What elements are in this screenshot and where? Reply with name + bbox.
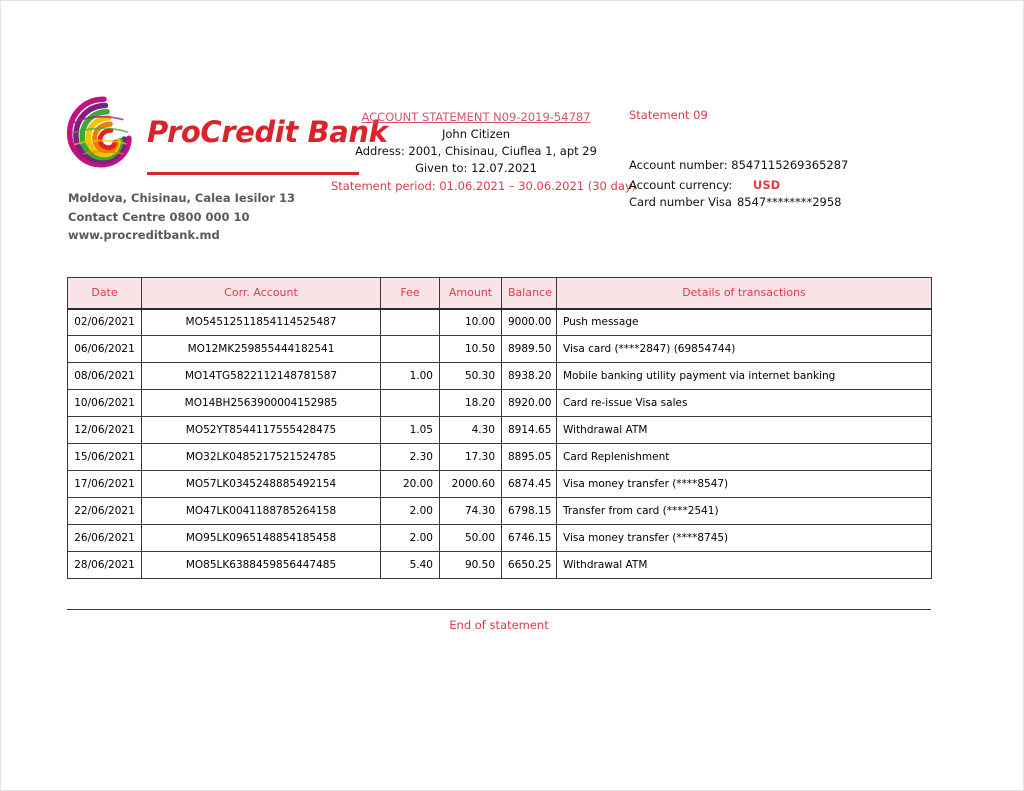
card-number-row [629,195,848,209]
footer-divider [67,609,931,610]
procredit-globe-swoosh-icon [65,93,143,171]
brand-underline-rule [147,172,359,175]
column-header-amount: Amount [440,278,502,309]
statement-title-block [331,109,637,195]
column-header-details: Details of transactions [557,278,932,309]
cell-amount: 90.50 [440,552,502,579]
column-header-date: Date [68,278,142,309]
cell-account: MO54512511854114525487 [142,309,381,336]
column-header-fee: Fee [381,278,440,309]
statement-number: Statement 09 [629,108,708,122]
table-header-row [68,278,932,309]
cell-account: MO95LK0965148854185458 [142,525,381,552]
cell-date: 02/06/2021 [68,309,142,336]
cell-balance: 8895.05 [502,444,557,471]
cell-balance: 6874.45 [502,471,557,498]
cell-fee [381,390,440,417]
transactions-table-body [68,309,932,579]
cell-balance: 8938.20 [502,363,557,390]
cell-details: Visa money transfer (****8745) [557,525,932,552]
cell-date: 17/06/2021 [68,471,142,498]
cell-details: Card re-issue Visa sales [557,390,932,417]
bank-contact-block [68,189,295,245]
cell-date: 26/06/2021 [68,525,142,552]
cell-account: MO47LK0041188785264158 [142,498,381,525]
cell-account: MO14TG5822112148781587 [142,363,381,390]
cell-fee [381,309,440,336]
cell-details: Withdrawal ATM [557,417,932,444]
bank-address: Moldova, Chisinau, Calea Iesilor 13 [68,191,296,205]
statement-title: ACCOUNT STATEMENT N09-2019-54787 [361,110,591,124]
customer-address: Address: 2001, Chisinau, Ciuflea 1, apt 29 [355,144,597,158]
table-row [68,390,932,417]
brand-wordmark: ProCredit Bank [147,115,388,149]
card-number-value: 8547********2958 [736,195,842,209]
cell-account: MO57LK0345248885492154 [142,471,381,498]
cell-balance: 6746.15 [502,525,557,552]
cell-date: 12/06/2021 [68,417,142,444]
column-header-balance: Balance [502,278,557,309]
cell-amount: 2000.60 [440,471,502,498]
cell-fee [381,336,440,363]
cell-balance: 6650.25 [502,552,557,579]
cell-balance: 8989.50 [502,336,557,363]
cell-amount: 50.30 [440,363,502,390]
column-header-account: Corr. Account [142,278,381,309]
cell-fee: 20.00 [381,471,440,498]
cell-balance: 8920.00 [502,390,557,417]
cell-details: Push message [557,309,932,336]
cell-details: Visa card (****2847) (69854744) [557,336,932,363]
cell-details: Card Replenishment [557,444,932,471]
bank-phone: Contact Centre 0800 000 10 [68,209,250,224]
account-currency-label: Account currency: [629,178,733,192]
cell-balance: 9000.00 [502,309,557,336]
cell-date: 08/06/2021 [68,363,142,390]
cell-amount: 10.00 [440,309,502,336]
cell-account: MO12MK259855444182541 [142,336,381,363]
table-row [68,363,932,390]
table-row [68,444,932,471]
cell-date: 06/06/2021 [68,336,142,363]
cell-details: Mobile banking utility payment via internet banking [557,363,932,390]
cell-amount: 17.30 [440,444,502,471]
cell-fee: 5.40 [381,552,440,579]
cell-amount: 18.20 [440,390,502,417]
brand-block [65,93,388,175]
bank-website: www.procreditbank.md [68,228,220,242]
table-row [68,525,932,552]
transactions-table [67,277,932,579]
account-currency-row [629,178,848,192]
cell-date: 15/06/2021 [68,444,142,471]
cell-amount: 74.30 [440,498,502,525]
table-row [68,498,932,525]
table-row [68,471,932,498]
account-info-block [629,108,848,215]
account-currency-value: USD [753,178,781,192]
cell-amount: 10.50 [440,336,502,363]
customer-name: John Citizen [442,127,510,141]
given-to-date: Given to: 12.07.2021 [415,161,537,175]
card-number-label: Card number Visa [629,195,732,209]
cell-account: MO85LK6388459856447485 [142,552,381,579]
cell-fee: 2.30 [381,444,440,471]
cell-date: 28/06/2021 [68,552,142,579]
transactions-table-wrapper [67,277,931,579]
cell-details: Visa money transfer (****8547) [557,471,932,498]
statement-period: Statement period: 01.06.2021 – 30.06.2021 (30 day) [331,179,637,193]
document-header [1,1,1024,251]
cell-balance: 8914.65 [502,417,557,444]
cell-fee: 1.05 [381,417,440,444]
cell-account: MO52YT8544117555428475 [142,417,381,444]
cell-date: 22/06/2021 [68,498,142,525]
cell-amount: 4.30 [440,417,502,444]
cell-fee: 2.00 [381,525,440,552]
cell-details: Transfer from card (****2541) [557,498,932,525]
cell-details: Withdrawal ATM [557,552,932,579]
cell-amount: 50.00 [440,525,502,552]
account-number: Account number: 8547115269365287 [629,158,849,172]
cell-fee: 2.00 [381,498,440,525]
cell-fee: 1.00 [381,363,440,390]
cell-account: MO14BH2563900004152985 [142,390,381,417]
table-row [68,552,932,579]
cell-balance: 6798.15 [502,498,557,525]
cell-account: MO32LK0485217521524785 [142,444,381,471]
table-row [68,309,932,336]
end-of-statement-label: End of statement [449,618,549,632]
table-row [68,336,932,363]
table-row [68,417,932,444]
cell-date: 10/06/2021 [68,390,142,417]
